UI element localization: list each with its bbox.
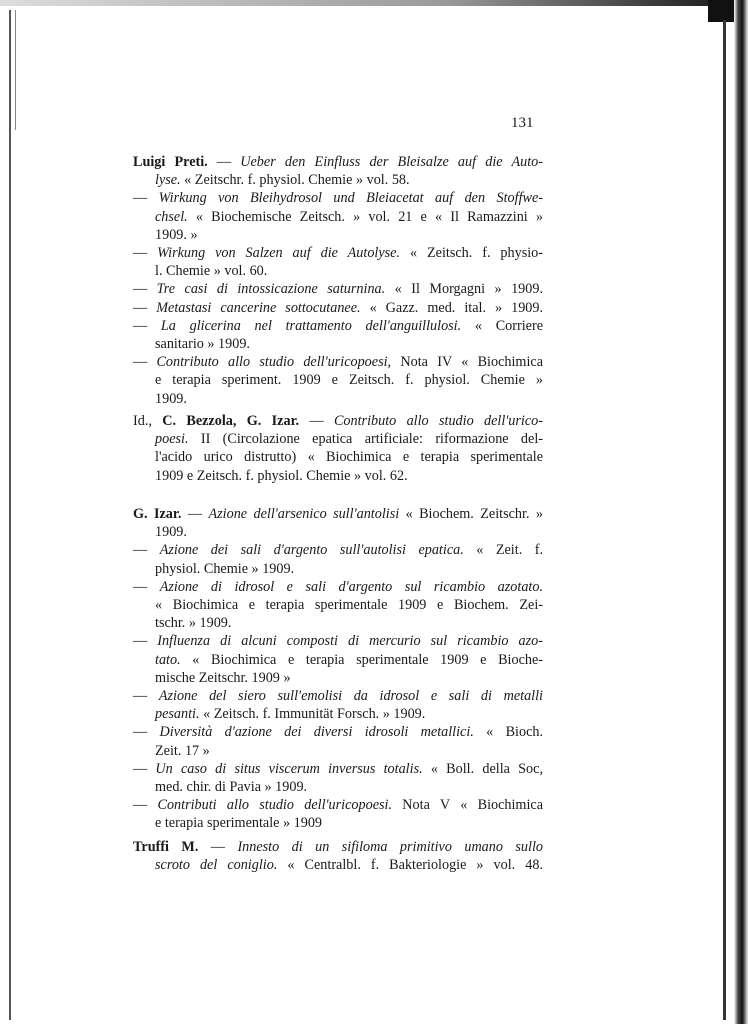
bibliography-line xyxy=(133,578,543,596)
work-title: Influenza di alcuni composti di mercurio sul ricambio azo- xyxy=(157,633,543,650)
bibliography-line xyxy=(155,705,543,723)
bibliography-line xyxy=(155,448,543,466)
bibliography-line xyxy=(155,226,543,244)
citation-text: — xyxy=(133,760,156,777)
citation-text: — xyxy=(133,724,160,741)
scan-top-edge xyxy=(0,0,748,6)
citation-text: « Zeit. f. xyxy=(463,542,544,559)
work-title: lyse. xyxy=(155,172,181,189)
bibliography-line xyxy=(133,412,543,430)
bibliography-line xyxy=(155,262,543,280)
citation-text: l'acido urico distrutto) « Biochimica e terapia sperimentale xyxy=(155,449,543,466)
citation-text: Nota V « Biochimica xyxy=(392,797,544,814)
work-title: scroto del coniglio. xyxy=(155,857,278,874)
bibliography-line xyxy=(155,467,543,485)
bibliography-line xyxy=(155,430,543,448)
scan-left-mark xyxy=(15,10,16,130)
citation-text: sanitario » 1909. xyxy=(155,336,250,352)
citation-text: 1909. xyxy=(155,524,187,541)
author-name: C. Bezzola, G. Izar. xyxy=(162,413,300,429)
bibliography-line xyxy=(133,505,543,523)
bibliography-line xyxy=(133,796,543,814)
bibliography-line xyxy=(133,353,543,371)
citation-text: med. chir. di Pavia » 1909. xyxy=(155,779,308,795)
bibliography-line xyxy=(155,742,543,760)
citation-text: — xyxy=(133,542,160,559)
citation-text: — xyxy=(133,688,159,704)
citation-text: « Zeitsch. f. physio- xyxy=(400,245,543,261)
citation-text: « Il Morgagni » 1909. xyxy=(385,281,544,298)
citation-text: e terapia sperimentale » 1909 xyxy=(155,815,323,832)
citation-text: — xyxy=(133,299,157,316)
work-title: Un caso di situs viscerum inversus totalis. xyxy=(155,760,423,777)
citation-text: « Zeitsch. f. Immunität Forsch. » 1909. xyxy=(199,706,426,723)
work-title: Azione di idrosol e sali d'argento sul ricambio azotato. xyxy=(159,578,543,595)
citation-text: — xyxy=(133,281,157,298)
citation-text: « Zeitschr. f. physiol. Chemie » vol. 58. xyxy=(180,172,410,189)
citation-text: — xyxy=(133,190,159,207)
citation-text: Nota IV « Biochimica xyxy=(391,354,543,371)
citation-text: mische Zeitschr. 1909 » xyxy=(155,669,291,686)
bibliography-line xyxy=(155,523,543,541)
bibliography-line xyxy=(155,560,543,578)
citation-text: « Boll. della Soc, xyxy=(422,760,543,777)
work-title: Diversità d'azione dei diversi idrosoli metallici. xyxy=(159,724,474,741)
bibliography-line xyxy=(155,390,543,408)
bibliography-line xyxy=(155,371,543,389)
citation-text: e terapia speriment. 1909 e Zeitsch. f. physiol. Chemie » xyxy=(155,372,543,389)
citation-text: — xyxy=(133,578,160,595)
citation-text: II (Circolazione epatica artificiale: riformazione del- xyxy=(188,431,543,448)
citation-text: « Corriere xyxy=(461,317,543,334)
bibliography-line xyxy=(155,778,543,796)
work-title: La glicerina nel trattamento dell'anguillulosi. xyxy=(160,317,462,334)
bibliography-line xyxy=(133,760,543,778)
citation-text: 1909. » xyxy=(155,226,198,243)
work-title: Contributi allo studio dell'uricopoesi. xyxy=(157,797,393,814)
bibliography-line xyxy=(155,814,543,832)
scan-binding-line xyxy=(723,20,726,1020)
citation-text: — xyxy=(181,506,209,522)
work-title: tato. xyxy=(155,651,181,668)
bibliography-line xyxy=(133,723,543,741)
bibliography-line xyxy=(155,669,543,687)
bibliography-line xyxy=(133,244,543,262)
work-title: chsel. xyxy=(155,208,188,225)
scan-right-edge xyxy=(734,0,748,1024)
citation-text: l. Chemie » vol. 60. xyxy=(155,263,268,280)
work-title: Innesto di un sifiloma primitivo umano sullo xyxy=(237,839,543,855)
citation-text: « Bioch. xyxy=(473,724,544,741)
work-title: Tre casi di intossicazione saturnina. xyxy=(156,281,386,298)
citation-text: — xyxy=(207,154,241,170)
citation-text: — xyxy=(198,839,238,855)
work-title: pesanti. xyxy=(155,706,200,723)
citation-text: « Centralbl. f. Bakteriologie » vol. 48. xyxy=(277,857,543,874)
work-title: Contributo allo studio dell'urico- xyxy=(333,413,543,429)
bibliography-line xyxy=(155,171,543,189)
bibliography-line xyxy=(133,299,543,317)
bibliography-line xyxy=(133,153,543,171)
citation-text: — xyxy=(299,413,334,429)
citation-text: « Biochemische Zeitsch. » vol. 21 e « Il Ramazzini » xyxy=(187,208,543,225)
citation-text: « Biochimica e terapia sperimentale 1909 e Bioche- xyxy=(180,651,543,668)
bibliography-line xyxy=(133,280,543,298)
author-name: G. Izar. xyxy=(133,506,182,522)
bibliography-line xyxy=(155,856,543,874)
citation-text: Zeit. 17 » xyxy=(155,742,210,759)
citation-text: — xyxy=(133,354,157,371)
citation-text: « Gazz. med. ital. » 1909. xyxy=(360,299,544,316)
work-title: Azione dell'arsenico sull'antolisi xyxy=(208,506,400,522)
page-number: 131 xyxy=(511,115,534,131)
scan-left-edge xyxy=(9,10,11,1020)
bibliography-line xyxy=(155,335,543,353)
citation-text: 1909 e Zeitsch. f. physiol. Chemie » vol. 62. xyxy=(155,467,408,484)
citation-text: tschr. » 1909. xyxy=(155,615,232,632)
work-title: Contributo allo studio dell'uricopoesi, xyxy=(156,354,392,371)
bibliography-line xyxy=(133,838,543,856)
work-title: Wirkung von Bleihydrosol und Bleiacetat auf den Stoffwe- xyxy=(158,190,543,207)
citation-text: « Biochem. Zeitschr. » xyxy=(399,506,544,522)
author-name: Truffi M. xyxy=(133,839,199,855)
work-title: Ueber den Einfluss der Bleisalze auf die Auto- xyxy=(240,154,543,170)
citation-text: « Biochimica e terapia sperimentale 1909 e Biochem. Zei- xyxy=(155,597,543,613)
citation-text: Id., xyxy=(133,413,163,429)
bibliography-line xyxy=(155,208,543,226)
bibliography-line xyxy=(133,632,543,650)
bibliography-line xyxy=(133,189,543,207)
citation-text: — xyxy=(133,245,158,261)
bibliography-line xyxy=(155,596,543,614)
work-title: Wirkung von Salzen auf die Autolyse. xyxy=(157,245,401,261)
bibliography-line xyxy=(155,651,543,669)
bibliography-line xyxy=(133,687,543,705)
work-title: Metastasi cancerine sottocutanee. xyxy=(156,299,361,316)
work-title: Azione del siero sull'emolisi da idrosol e sali di metalli xyxy=(158,688,543,704)
work-title: Azione dei sali d'argento sull'autolisi epatica. xyxy=(159,542,464,559)
bibliography-line xyxy=(155,614,543,632)
citation-text: — xyxy=(133,317,161,334)
bibliography-line xyxy=(133,317,543,335)
citation-text: physiol. Chemie » 1909. xyxy=(155,560,295,577)
citation-text: — xyxy=(133,633,158,650)
citation-text: 1909. xyxy=(155,390,187,407)
work-title: poesi. xyxy=(155,431,189,448)
citation-text: — xyxy=(133,797,158,814)
author-name: Luigi Preti. xyxy=(133,154,208,170)
bibliography-line xyxy=(133,541,543,559)
